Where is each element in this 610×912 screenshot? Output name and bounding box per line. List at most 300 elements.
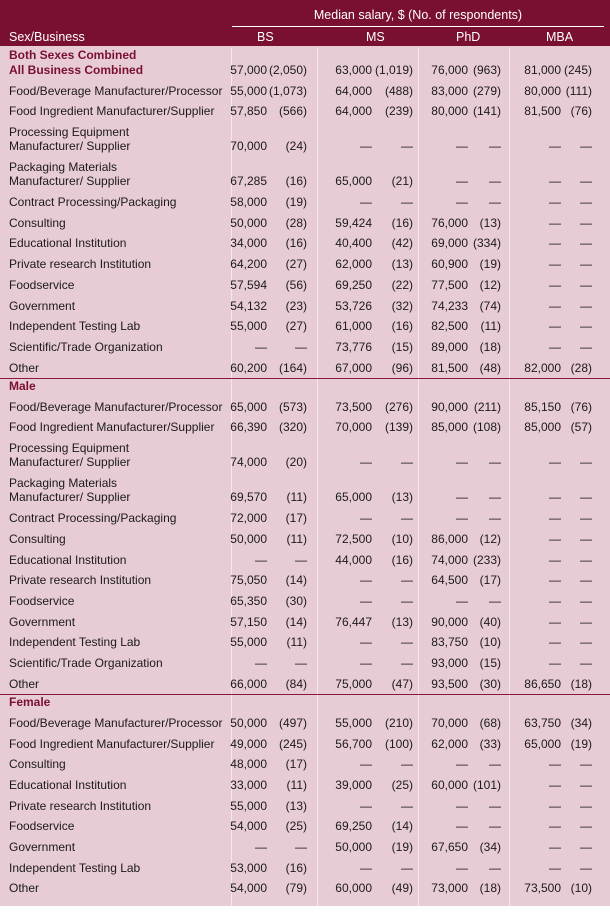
salary-value: 55,000 <box>230 798 267 813</box>
salary-value: — <box>360 635 372 650</box>
respondent-count: — <box>295 655 307 670</box>
respondent-count: (57) <box>570 420 592 435</box>
salary-value: 39,000 <box>335 777 372 792</box>
salary-value: 90,000 <box>431 399 468 414</box>
salary-value: — <box>549 277 561 292</box>
respondent-count: (79) <box>285 881 307 896</box>
respondent-count: (573) <box>278 399 307 414</box>
respondent-count: (111) <box>565 83 592 98</box>
respondent-count: — <box>580 757 592 772</box>
salary-value: 60,900 <box>431 257 468 272</box>
respondent-count: (17) <box>479 573 501 588</box>
respondent-count: — <box>489 593 501 608</box>
salary-value: 73,500 <box>524 881 561 896</box>
ms-header: MS <box>366 30 385 44</box>
respondent-count: (13) <box>391 490 413 505</box>
respondent-count: — <box>489 511 501 526</box>
salary-value: 73,776 <box>335 339 372 354</box>
salary-value: 83,750 <box>431 635 468 650</box>
salary-value: — <box>549 339 561 354</box>
salary-value: — <box>360 139 372 154</box>
respondent-count: (30) <box>479 676 501 691</box>
row-label: Private research Institution <box>9 573 152 588</box>
salary-value: 62,000 <box>431 736 468 751</box>
row-label: Independent Testing Lab <box>9 860 141 875</box>
salary-value: 89,000 <box>431 339 468 354</box>
respondent-count: — <box>489 757 501 772</box>
respondent-count: — <box>401 655 413 670</box>
respondent-count: (27) <box>285 319 307 334</box>
section-title: Both Sexes Combined <box>9 48 137 62</box>
salary-value: 53,726 <box>335 298 372 313</box>
respondent-count: (19) <box>285 195 307 210</box>
row-label: Contract Processing/Packaging <box>9 195 177 210</box>
table-row <box>0 570 610 591</box>
salary-value: — <box>456 174 468 189</box>
table-row <box>0 212 610 233</box>
respondent-count: — <box>580 777 592 792</box>
table-row <box>0 80 610 101</box>
salary-value: — <box>456 490 468 505</box>
salary-value: — <box>360 757 372 772</box>
respondent-count: — <box>489 195 501 210</box>
salary-value: 74,233 <box>431 298 468 313</box>
respondent-count: (276) <box>384 399 413 414</box>
respondent-count: (74) <box>479 298 501 313</box>
salary-value: — <box>255 339 267 354</box>
respondent-count: (68) <box>479 715 501 730</box>
respondent-count: — <box>580 593 592 608</box>
salary-value: 75,050 <box>230 573 267 588</box>
salary-value: 49,000 <box>230 736 267 751</box>
table-header <box>0 4 610 46</box>
respondent-count: (11) <box>480 319 501 334</box>
table-row <box>0 733 610 754</box>
row-label: Other <box>9 676 40 691</box>
salary-value: — <box>549 531 561 546</box>
salary-value: — <box>549 236 561 251</box>
salary-table-body <box>0 48 610 898</box>
salary-value: 66,390 <box>230 420 267 435</box>
respondent-count: — <box>295 552 307 567</box>
salary-value: 57,000 <box>230 63 267 77</box>
salary-value: 64,500 <box>431 573 468 588</box>
salary-value: — <box>456 757 468 772</box>
respondent-count: (963) <box>472 63 501 77</box>
salary-value: 93,500 <box>431 676 468 691</box>
respondent-count: (14) <box>285 614 307 629</box>
salary-value: 56,700 <box>335 736 372 751</box>
salary-value: — <box>360 455 372 470</box>
respondent-count: (10) <box>570 881 592 896</box>
salary-value: 58,000 <box>230 195 267 210</box>
salary-value: 48,000 <box>230 757 267 772</box>
respondent-count: (18) <box>479 881 501 896</box>
row-label: Food/Beverage Manufacturer/Processor <box>9 399 223 414</box>
salary-value: 74,000 <box>431 552 468 567</box>
respondent-count: — <box>580 819 592 834</box>
respondent-count: (20) <box>285 455 307 470</box>
salary-value: 57,850 <box>230 104 267 119</box>
phd-header: PhD <box>456 30 481 44</box>
table-row <box>0 472 610 507</box>
salary-value: — <box>456 455 468 470</box>
respondent-count: — <box>580 614 592 629</box>
row-label: Food Ingredient Manufacturer/Supplier <box>9 420 215 435</box>
row-label: Processing Equipment Manufacturer/ Supplier <box>9 441 131 470</box>
row-label: Foodservice <box>9 593 75 608</box>
salary-value: — <box>549 552 561 567</box>
salary-value: — <box>549 319 561 334</box>
salary-value: — <box>360 860 372 875</box>
salary-value: — <box>549 139 561 154</box>
row-label: Private research Institution <box>9 798 152 813</box>
salary-value: 72,500 <box>335 531 372 546</box>
salary-value: — <box>549 215 561 230</box>
salary-value: 65,350 <box>230 593 267 608</box>
table-row <box>0 774 610 795</box>
salary-value: 85,150 <box>524 399 561 414</box>
respondent-count: (56) <box>285 277 307 292</box>
respondent-count: — <box>489 819 501 834</box>
salary-value: — <box>360 593 372 608</box>
row-label: Packaging Materials Manufacturer/ Supplier <box>9 160 131 189</box>
respondent-count: (48) <box>479 360 501 375</box>
respondent-count: (16) <box>391 319 413 334</box>
row-label: Scientific/Trade Organization <box>9 339 163 354</box>
table-row <box>0 295 610 316</box>
respondent-count: (211) <box>473 399 501 414</box>
salary-value: — <box>549 455 561 470</box>
respondent-count: (18) <box>570 676 592 691</box>
respondent-count: (100) <box>384 736 413 751</box>
respondent-count: (14) <box>391 819 413 834</box>
salary-value: — <box>549 860 561 875</box>
respondent-count: (164) <box>278 360 307 375</box>
salary-value: 59,424 <box>335 215 372 230</box>
table-row <box>0 528 610 549</box>
salary-value: 81,500 <box>431 360 468 375</box>
respondent-count: (22) <box>391 277 413 292</box>
respondent-count: (11) <box>286 490 307 505</box>
respondent-count: (19) <box>391 839 413 854</box>
salary-value: 80,000 <box>431 104 468 119</box>
respondent-count: — <box>580 277 592 292</box>
respondent-count: — <box>580 215 592 230</box>
row-label: All Business Combined <box>9 63 144 77</box>
respondent-count: — <box>580 139 592 154</box>
salary-value: 76,447 <box>335 614 372 629</box>
respondent-count: — <box>580 635 592 650</box>
respondent-count: (30) <box>285 593 307 608</box>
row-label: Foodservice <box>9 277 75 292</box>
table-row <box>0 836 610 857</box>
salary-value: 81,500 <box>524 104 561 119</box>
salary-value: 55,000 <box>230 83 267 98</box>
table-row <box>0 253 610 274</box>
salary-value: — <box>456 593 468 608</box>
salary-value: — <box>549 511 561 526</box>
salary-value: 90,000 <box>431 614 468 629</box>
table-row <box>0 652 610 673</box>
table-row <box>0 712 610 733</box>
table-row <box>0 437 610 472</box>
respondent-count: — <box>580 573 592 588</box>
salary-value: 85,000 <box>524 420 561 435</box>
salary-value: 50,000 <box>335 839 372 854</box>
salary-value: 76,000 <box>431 215 468 230</box>
respondent-count: (108) <box>472 420 501 435</box>
respondent-count: — <box>489 490 501 505</box>
row-label: Food Ingredient Manufacturer/Supplier <box>9 736 215 751</box>
salary-value: 55,000 <box>230 319 267 334</box>
respondent-count: (96) <box>391 360 413 375</box>
respondent-count: (11) <box>286 777 307 792</box>
respondent-count: (16) <box>391 215 413 230</box>
mba-header: MBA <box>546 30 574 44</box>
respondent-count: (320) <box>278 420 307 435</box>
salary-value: — <box>360 655 372 670</box>
salary-value: 33,000 <box>230 777 267 792</box>
salary-value: 55,000 <box>230 635 267 650</box>
respondent-count: (210) <box>384 715 413 730</box>
respondent-count: — <box>401 635 413 650</box>
salary-value: — <box>549 298 561 313</box>
salary-value: — <box>456 511 468 526</box>
salary-value: — <box>549 839 561 854</box>
respondent-count: — <box>580 319 592 334</box>
salary-value: 86,650 <box>524 676 561 691</box>
salary-value: 69,570 <box>230 490 267 505</box>
respondent-count: — <box>580 511 592 526</box>
salary-value: 82,500 <box>431 319 468 334</box>
salary-value: — <box>456 798 468 813</box>
salary-value: — <box>360 798 372 813</box>
respondent-count: (19) <box>570 736 592 751</box>
salary-value: 60,000 <box>431 777 468 792</box>
table-row <box>0 121 610 156</box>
respondent-count: (18) <box>479 339 501 354</box>
salary-value: — <box>255 552 267 567</box>
respondent-count: (1,019) <box>374 63 413 77</box>
table-row <box>0 549 610 570</box>
table-row <box>0 611 610 632</box>
respondent-count: (49) <box>391 881 413 896</box>
salary-value: 63,750 <box>524 715 561 730</box>
salary-value: — <box>456 860 468 875</box>
row-label: Processing Equipment Manufacturer/ Supplier <box>9 125 131 154</box>
table-row <box>0 191 610 212</box>
respondent-count: (1,073) <box>268 83 307 98</box>
row-label: Food/Beverage Manufacturer/Processor <box>9 83 223 98</box>
table-row <box>0 673 610 694</box>
respondent-count: — <box>580 236 592 251</box>
salary-value: 44,000 <box>335 552 372 567</box>
salary-value: 54,000 <box>230 819 267 834</box>
salary-value: 50,000 <box>230 215 267 230</box>
table-row <box>0 816 610 837</box>
respondent-count: — <box>580 860 592 875</box>
respondent-count: (16) <box>391 552 413 567</box>
respondent-count: — <box>489 798 501 813</box>
respondent-count: (32) <box>391 298 413 313</box>
respondent-count: (12) <box>479 277 501 292</box>
respondent-count: — <box>401 573 413 588</box>
salary-value: — <box>456 195 468 210</box>
salary-value: 67,650 <box>431 839 468 854</box>
respondent-count: (497) <box>278 715 307 730</box>
respondent-count: (34) <box>479 839 501 854</box>
salary-value: 64,000 <box>335 104 372 119</box>
salary-value: 57,150 <box>230 614 267 629</box>
respondent-count: (13) <box>479 215 501 230</box>
respondent-count: (10) <box>479 635 501 650</box>
table-row <box>0 274 610 295</box>
respondent-count: — <box>401 511 413 526</box>
salary-value: — <box>255 655 267 670</box>
table-row <box>0 795 610 816</box>
salary-value: 69,000 <box>431 236 468 251</box>
table-row <box>0 396 610 417</box>
salary-value: 64,200 <box>230 257 267 272</box>
row-label: Scientific/Trade Organization <box>9 655 163 670</box>
salary-value: 93,000 <box>431 655 468 670</box>
respondent-count: (13) <box>391 257 413 272</box>
respondent-count: — <box>401 195 413 210</box>
respondent-count: (33) <box>479 736 501 751</box>
salary-value: 75,000 <box>335 676 372 691</box>
salary-value: 77,500 <box>431 277 468 292</box>
table-row <box>0 336 610 357</box>
row-label: Government <box>9 839 76 854</box>
table-row <box>0 65 610 80</box>
section-header <box>0 379 610 396</box>
row-label: Contract Processing/Packaging <box>9 511 177 526</box>
table-row <box>0 590 610 611</box>
salary-value: — <box>360 573 372 588</box>
row-label: Independent Testing Lab <box>9 635 141 650</box>
respondent-count: — <box>489 860 501 875</box>
respondent-count: — <box>489 174 501 189</box>
salary-value: 67,285 <box>230 174 267 189</box>
respondent-count: (16) <box>285 174 307 189</box>
respondent-count: (84) <box>285 676 307 691</box>
salary-value: — <box>456 139 468 154</box>
section-header <box>0 695 610 712</box>
respondent-count: (42) <box>391 236 413 251</box>
respondent-count: (21) <box>391 174 413 189</box>
row-label: Other <box>9 360 40 375</box>
respondent-count: (19) <box>479 257 501 272</box>
respondent-count: (17) <box>285 757 307 772</box>
row-label: Food Ingredient Manufacturer/Supplier <box>9 104 215 119</box>
salary-value: 85,000 <box>431 420 468 435</box>
salary-value: 50,000 <box>230 715 267 730</box>
salary-value: 57,594 <box>230 277 267 292</box>
salary-value: 53,000 <box>230 860 267 875</box>
salary-value: 50,000 <box>230 531 267 546</box>
table-row <box>0 156 610 191</box>
sex-business-header: Sex/Business <box>9 30 85 44</box>
row-label: Consulting <box>9 757 66 772</box>
respondent-count: — <box>401 757 413 772</box>
respondent-count: (566) <box>278 104 307 119</box>
table-row <box>0 101 610 122</box>
salary-value: 34,000 <box>230 236 267 251</box>
salary-value: 82,000 <box>524 360 561 375</box>
respondent-count: (10) <box>391 531 413 546</box>
salary-value: 65,000 <box>335 174 372 189</box>
respondent-count: (76) <box>570 399 592 414</box>
respondent-count: (101) <box>472 777 501 792</box>
median-salary-title: Median salary, $ (No. of respondents) <box>313 8 523 22</box>
respondent-count: (14) <box>285 573 307 588</box>
salary-value: 70,000 <box>335 420 372 435</box>
respondent-count: (13) <box>391 614 413 629</box>
respondent-count: (2,050) <box>268 63 307 77</box>
respondent-count: — <box>401 593 413 608</box>
respondent-count: (139) <box>384 420 413 435</box>
table-row <box>0 357 610 378</box>
salary-value: 63,000 <box>335 63 372 77</box>
respondent-count: — <box>580 655 592 670</box>
respondent-count: — <box>401 139 413 154</box>
respondent-count: — <box>580 552 592 567</box>
respondent-count: — <box>580 455 592 470</box>
respondent-count: — <box>580 839 592 854</box>
row-label: Food/Beverage Manufacturer/Processor <box>9 715 223 730</box>
respondent-count: — <box>295 339 307 354</box>
salary-value: 65,000 <box>524 736 561 751</box>
header-divider <box>232 26 604 27</box>
respondent-count: (40) <box>479 614 501 629</box>
salary-value: 80,000 <box>524 83 561 98</box>
salary-value: 40,400 <box>335 236 372 251</box>
respondent-count: — <box>580 195 592 210</box>
salary-value: — <box>549 635 561 650</box>
salary-value: — <box>549 174 561 189</box>
respondent-count: (23) <box>285 298 307 313</box>
salary-value: — <box>549 757 561 772</box>
respondent-count: (334) <box>472 236 501 251</box>
salary-value: 60,000 <box>335 881 372 896</box>
respondent-count: — <box>401 860 413 875</box>
salary-value: 70,000 <box>230 139 267 154</box>
row-label: Other <box>9 881 40 896</box>
salary-value: 62,000 <box>335 257 372 272</box>
salary-value: 74,000 <box>230 455 267 470</box>
respondent-count: (28) <box>285 215 307 230</box>
respondent-count: — <box>580 257 592 272</box>
respondent-count: — <box>580 339 592 354</box>
respondent-count: (233) <box>472 552 501 567</box>
respondent-count: — <box>401 455 413 470</box>
salary-value: 70,000 <box>431 715 468 730</box>
salary-value: 72,000 <box>230 511 267 526</box>
salary-value: — <box>456 819 468 834</box>
salary-value: 54,000 <box>230 881 267 896</box>
salary-value: 69,250 <box>335 819 372 834</box>
section-title: Female <box>9 695 51 710</box>
salary-value: 69,250 <box>335 277 372 292</box>
row-label: Consulting <box>9 531 66 546</box>
respondent-count: — <box>401 798 413 813</box>
respondent-count: (47) <box>391 676 413 691</box>
row-label: Educational Institution <box>9 236 127 251</box>
respondent-count: (245) <box>563 63 592 77</box>
respondent-count: (76) <box>570 104 592 119</box>
salary-value: — <box>549 655 561 670</box>
